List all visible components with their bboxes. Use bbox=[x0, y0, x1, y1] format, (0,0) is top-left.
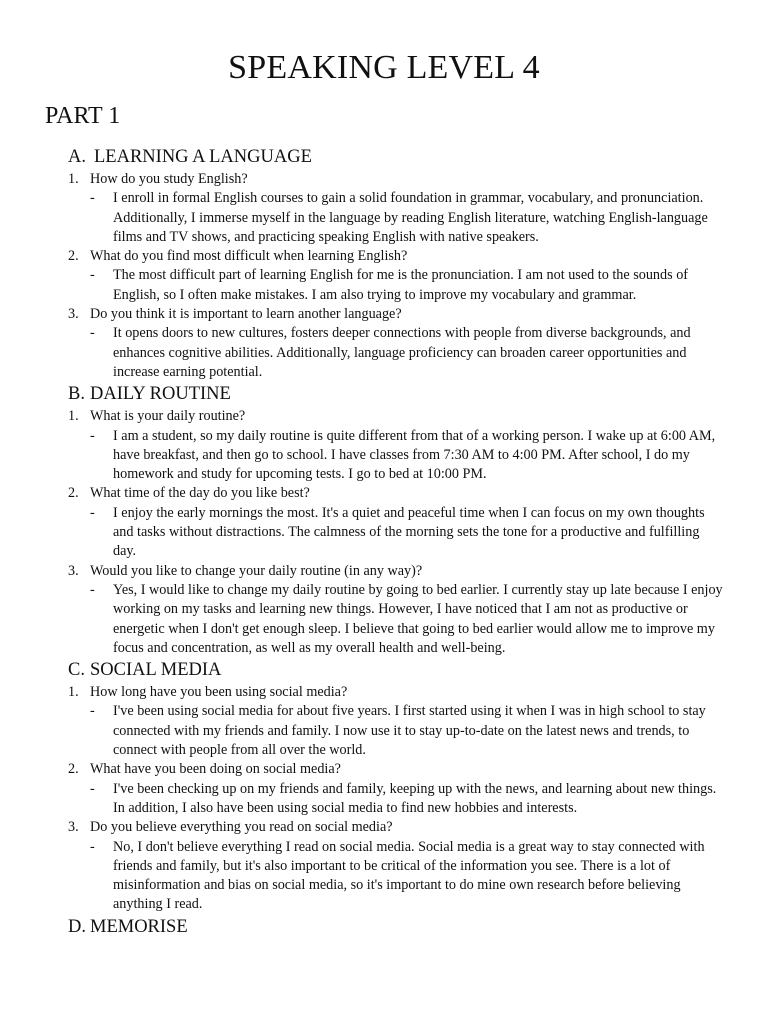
answer-text: I enjoy the early mornings the most. It's a quiet and peaceful time when I can focus on my own thoughts and tasks without distractions. The calmness of the morning sets the tone for a productive and fulfilling day. bbox=[113, 504, 705, 560]
question-item bbox=[0, 305, 768, 324]
section-heading bbox=[68, 382, 768, 406]
question-item bbox=[0, 760, 768, 779]
section-title: SOCIAL MEDIA bbox=[90, 660, 222, 681]
section-memorise bbox=[0, 915, 768, 939]
answer-item bbox=[0, 266, 768, 305]
answer-item bbox=[0, 324, 768, 382]
question-text: How do you study English? bbox=[90, 171, 248, 187]
question-number: 3. bbox=[68, 562, 79, 579]
question-item bbox=[0, 484, 768, 503]
bullet-dash: - bbox=[90, 703, 95, 720]
question-number: 2. bbox=[68, 485, 79, 502]
question-text: How long have you been using social media? bbox=[90, 684, 348, 701]
bullet-dash: - bbox=[90, 267, 95, 284]
document-title: SPEAKING LEVEL 4 bbox=[228, 49, 540, 86]
question-item bbox=[0, 170, 768, 189]
answer-text: I enroll in formal English courses to gain a solid foundation in grammar, vocabulary, and pronunciation. Additionally, I immerse myself in the language by reading English literature, watching English-language films and TV shows, and practicing speaking English with native speakers. bbox=[113, 190, 708, 245]
question-text: What do you find most difficult when learning English? bbox=[90, 248, 408, 265]
bullet-dash: - bbox=[90, 190, 95, 207]
bullet-dash: - bbox=[90, 780, 95, 797]
question-number: 1. bbox=[68, 684, 79, 701]
answer-text: I've been using social media for about five years. I first started using it when I was in high school to stay connected with my friends and family. I now use it to stay up-to-date on the latest news and trends, to connect with people from all over the world. bbox=[113, 703, 706, 759]
section-heading bbox=[68, 658, 768, 682]
document-content bbox=[0, 145, 768, 940]
question-number: 2. bbox=[68, 248, 79, 265]
question-number: 1. bbox=[68, 408, 79, 425]
section-letter: A. bbox=[68, 147, 86, 167]
question-number: 1. bbox=[68, 171, 79, 187]
question-item bbox=[0, 407, 768, 426]
section-learning-a-language bbox=[0, 145, 768, 382]
section-social-media bbox=[0, 658, 768, 915]
section-letter: B. bbox=[68, 384, 85, 405]
answer-text: No, I don't believe everything I read on social media. Social media is a great way to stay connected with friends and family, but it's also important to be critical of the information you see. There is a lot of misinformation and bias on social media, so it's important to do mine own research before believing anything I read. bbox=[113, 838, 705, 913]
question-text: Do you think it is important to learn another language? bbox=[90, 306, 402, 323]
bullet-dash: - bbox=[90, 325, 95, 342]
question-item bbox=[0, 683, 768, 702]
answer-item bbox=[0, 504, 768, 562]
bullet-dash: - bbox=[90, 838, 95, 855]
question-number: 2. bbox=[68, 761, 79, 778]
question-text: Do you believe everything you read on social media? bbox=[90, 819, 393, 836]
section-title: LEARNING A LANGUAGE bbox=[94, 147, 312, 167]
answer-item bbox=[0, 189, 768, 247]
answer-item bbox=[0, 581, 768, 658]
answer-item bbox=[0, 780, 768, 819]
question-text: What time of the day do you like best? bbox=[90, 485, 310, 502]
section-letter: D. bbox=[68, 916, 86, 937]
answer-item bbox=[0, 838, 768, 915]
question-item bbox=[0, 818, 768, 837]
bullet-dash: - bbox=[90, 427, 95, 444]
question-number: 3. bbox=[68, 306, 79, 323]
section-letter: C. bbox=[68, 660, 85, 681]
bullet-dash: - bbox=[90, 581, 95, 598]
answer-text: I've been checking up on my friends and family, keeping up with the news, and learning about new things. In addition, I also have been using social media to find new hobbies and interests. bbox=[113, 780, 717, 816]
question-text: Would you like to change your daily routine (in any way)? bbox=[90, 562, 423, 579]
part-heading: PART 1 bbox=[45, 103, 121, 129]
answer-text: It opens doors to new cultures, fosters deeper connections with people from diverse backgrounds, and enhances cognitive abilities. Additionally, language proficiency can broaden career opportunities and increase earning potential. bbox=[113, 325, 691, 380]
answer-item bbox=[0, 427, 768, 485]
question-text: What is your daily routine? bbox=[90, 408, 246, 425]
bullet-dash: - bbox=[90, 504, 95, 521]
question-number: 3. bbox=[68, 819, 79, 836]
section-daily-routine bbox=[0, 382, 768, 658]
answer-text: Yes, I would like to change my daily routine by going to bed earlier. I currently stay up late because I enjoy working on my tasks and learning new things. However, I have noticed that I am not as productive or energetic when I don't get enough sleep. I believe that going to bed earlier would allow me to improve my focus and concentration, as well as my overall health and well-being. bbox=[113, 581, 723, 656]
question-text: What have you been doing on social media? bbox=[90, 761, 341, 778]
question-item bbox=[0, 562, 768, 581]
question-item bbox=[0, 247, 768, 266]
answer-item bbox=[0, 702, 768, 760]
section-title: DAILY ROUTINE bbox=[90, 384, 231, 405]
answer-text: The most difficult part of learning English for me is the pronunciation. I am not used to the sounds of English, so I often make mistakes. I am also trying to improve my vocabulary and grammar. bbox=[113, 267, 689, 303]
section-heading bbox=[68, 915, 768, 939]
answer-text: I am a student, so my daily routine is quite different from that of a working person. I wake up at 6:00 AM, have breakfast, and then go to school. I have classes from 7:30 AM to 4:00 PM. After school, I do my homework and study for upcoming tests. I go to bed at 10:00 PM. bbox=[113, 427, 716, 483]
section-heading bbox=[68, 145, 768, 169]
section-title: MEMORISE bbox=[90, 916, 188, 937]
